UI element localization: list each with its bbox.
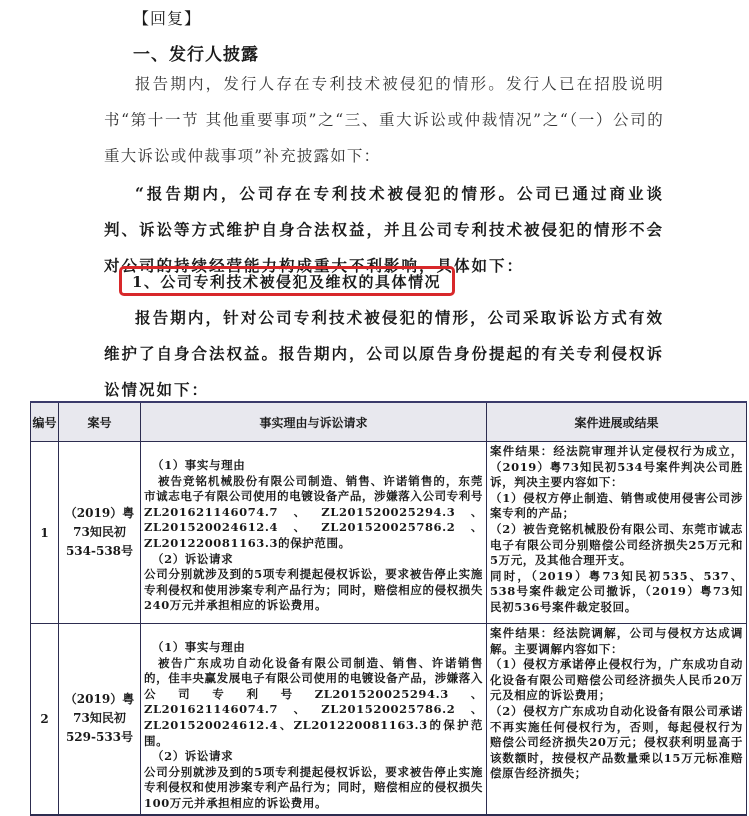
- litigation-table: [30, 401, 747, 816]
- facts-heading: （1）事实与理由: [152, 640, 246, 654]
- result-summary: 案件结果：经法院审理并认定侵权行为成立，（2019）粤73知民初534号案件判决公司胜诉，判决主要内容如下：: [490, 444, 743, 490]
- claims-heading: （2）诉讼请求: [152, 749, 234, 764]
- header-number: 编号: [31, 402, 59, 442]
- cell-result: [487, 624, 747, 815]
- cell-case-no: （2019）粤73知民初534-538号: [59, 442, 141, 624]
- reply-tag: 【回复】: [133, 9, 202, 28]
- facts-text: 被告广东成功自动化设备有限公司制造、销售、许诺销售的，佳丰央赢发展电子有限公司使用的电镀设备产品，涉嫌落入公司专利号ZL201520025294.3、ZL201621146074.7、ZL201520025786.2、ZL201520024612.4、ZL201220081163.3的保护范围。: [144, 655, 483, 748]
- cell-result: [487, 442, 747, 624]
- claims-text: 公司分别就涉及到的5项专利提起侵权诉讼，要求被告停止实施专利侵权和使用涉案专利产品行为；同时，赔偿相应的侵权损失240万元并承担相应的诉讼费用。: [144, 567, 483, 613]
- table-row: [31, 624, 747, 815]
- claims-text: 公司分别就涉及到的5项专利提起侵权诉讼，要求被告停止实施专利侵权和使用涉案专利产品行为；同时，赔偿相应的侵权损失100万元并承担相应的诉讼费用。: [144, 764, 483, 810]
- cell-number: 1: [31, 442, 59, 624]
- sub-heading: 1、公司专利技术被侵犯及维权的具体情况: [132, 273, 441, 291]
- result-summary: 案件结果：经法院调解，公司与侵权方达成调解。主要调解内容如下：: [490, 626, 743, 656]
- result-item: （2）侵权方广东成功自动化设备有限公司承诺不再实施任何侵权行为，否则，每起侵权行为赔偿公司经济损失20万元；侵权获利明显高于该数额时，按侵权产品数量乘以15万元标准赔偿原告经济损失；: [490, 703, 743, 781]
- claims-heading: （2）诉讼请求: [152, 551, 234, 566]
- cell-number: 2: [31, 624, 59, 815]
- result-item: （1）侵权方承诺停止侵权行为，广东成功自动化设备有限公司赔偿公司经济损失人民币20万元及相应的诉讼费用；: [490, 657, 743, 703]
- facts-heading: （1）事实与理由: [152, 458, 246, 472]
- header-case-no: 案号: [59, 402, 141, 442]
- paragraph-disclosure-intro: 报告期内，发行人存在专利技术被侵犯的情形。发行人已在招股说明书“第十一节 其他重要事项”之“三、重大诉讼或仲裁情况”之“（一）公司的重大诉讼或仲裁事项”补充披露如下：: [104, 75, 664, 165]
- cell-facts: [141, 624, 487, 815]
- table-row: [31, 442, 747, 624]
- result-item: 同时，（2019）粤73知民初535、537、538号案件裁定公司撤诉，（2019）粤73知民初536号案件裁定驳回。: [490, 568, 743, 614]
- result-item: （1）侵权方停止制造、销售或使用侵害公司涉案专利的产品；: [490, 490, 743, 521]
- paragraph-quoted-summary: “报告期内，公司存在专利技术被侵犯的情形。公司已通过商业谈判、诉讼等方式维护自身合法权益，并且公司专利技术被侵犯的情形不会对公司的持续经营能力构成重大不利影响，具体如下：: [104, 184, 665, 275]
- section-title: 一、发行人披露: [133, 45, 259, 65]
- cell-case-no: （2019）粤73知民初529-533号: [59, 624, 141, 815]
- paragraph-litigation-intro: 报告期内，针对公司专利技术被侵犯的情形，公司采取诉讼方式有效维护了自身合法权益。报告期内，公司以原告身份提起的有关专利侵权诉讼情况如下：: [104, 308, 665, 399]
- facts-text: 被告竞铭机械股份有限公司制造、销售、许诺销售的，东莞市诚志电子有限公司使用的电镀设备产品，涉嫌落入公司专利号ZL201621146074.7、ZL201520025294.3、ZL201520024612.4、ZL201520025786.2、ZL201220081163.3的保护范围。: [144, 473, 483, 550]
- cell-facts: [141, 442, 487, 624]
- result-item: （2）被告竞铭机械股份有限公司、东莞市诚志电子有限公司分别赔偿公司经济损失25万元和5万元，及其他合理开支。: [490, 521, 743, 568]
- header-facts: 事实理由与诉讼请求: [141, 402, 487, 442]
- header-result: 案件进展或结果: [487, 402, 747, 442]
- table-header-row: [31, 402, 747, 442]
